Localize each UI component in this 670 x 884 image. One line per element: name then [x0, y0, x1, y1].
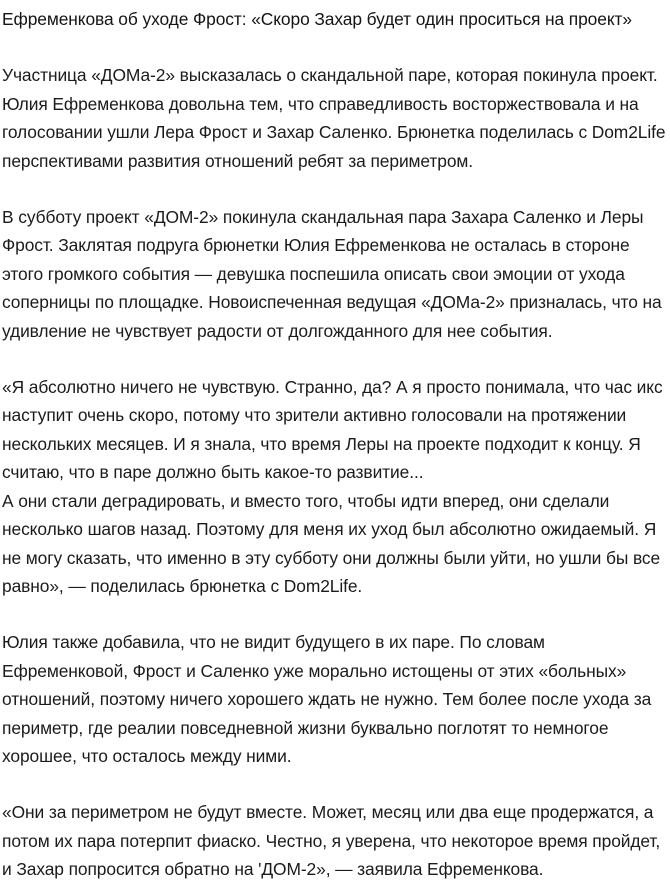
spacer	[0, 175, 670, 203]
article-paragraph-5: Юлия также добавила, что не видит будущего в их паре. По словам Ефременковой, Фрост и Саленко уже морально истощены от этих «больных» отношений, поэтому ничего хорошего ждать не нужно. Тем более после ухода за периметр, где реалии повседневной жизни буквально поглотят то немногое хорошее, что осталось между ними.	[2, 632, 652, 766]
article-paragraph-6: «Они за периметром не будут вместе. Может, месяц или два еще продержатся, а потом их пара потерпит фиаско. Честно, я уверена, что некоторое время пройдет, и Захар попросится обратно на 'ДОМ-2», — заявила Ефременкова.	[2, 802, 661, 880]
article-paragraph-4: А они стали деградировать, и вместо того, чтобы идти вперед, они сделали несколько шагов назад. Поэтому для меня их уход был абсолютно ожидаемый. Я не могу сказать, что именно в эту субботу они должны были уйти, но ушли бы все равно», — поделилась брюнетка с Dom2Life.	[2, 490, 661, 596]
spacer	[0, 33, 670, 61]
article-title: Ефременкова об уходе Фрост: «Скоро Захар будет один проситься на проект»	[2, 9, 632, 29]
article-paragraph-2: В субботу проект «ДОМ-2» покинула скандальная пара Захара Саленко и Леры Фрост. Заклятая подруга брюнетки Юлия Ефременкова не осталась в стороне этого громкого события — девушка поспешила описать свои эмоции от ухода соперницы по площадке. Новоиспеченная ведущая «ДОМа-2» призналась, что на удивление не чувствует радости от долгожданного для нее события.	[2, 207, 662, 341]
spacer	[0, 770, 670, 798]
article-paragraph-1: Участница «ДОМа-2» высказалась о скандальной паре, которая покинула проект. Юлия Ефременкова довольна тем, что справедливость восторжествовала и на голосовании ушли Лера Фрост и Захар Саленко. Брюнетка поделилась с Dom2Life перспективами развития отношений ребят за периметром.	[2, 65, 666, 171]
spacer	[0, 345, 670, 373]
article-paragraph-3: «Я абсолютно ничего не чувствую. Странно, да? А я просто понимала, что час икс наступит очень скоро, потому что зрители активно голосовали на протяжении нескольких месяцев. И я знала, что время Леры на проекте подходит к концу. Я считаю, что в паре должно быть какое-то развитие...	[2, 377, 663, 483]
spacer	[0, 600, 670, 628]
